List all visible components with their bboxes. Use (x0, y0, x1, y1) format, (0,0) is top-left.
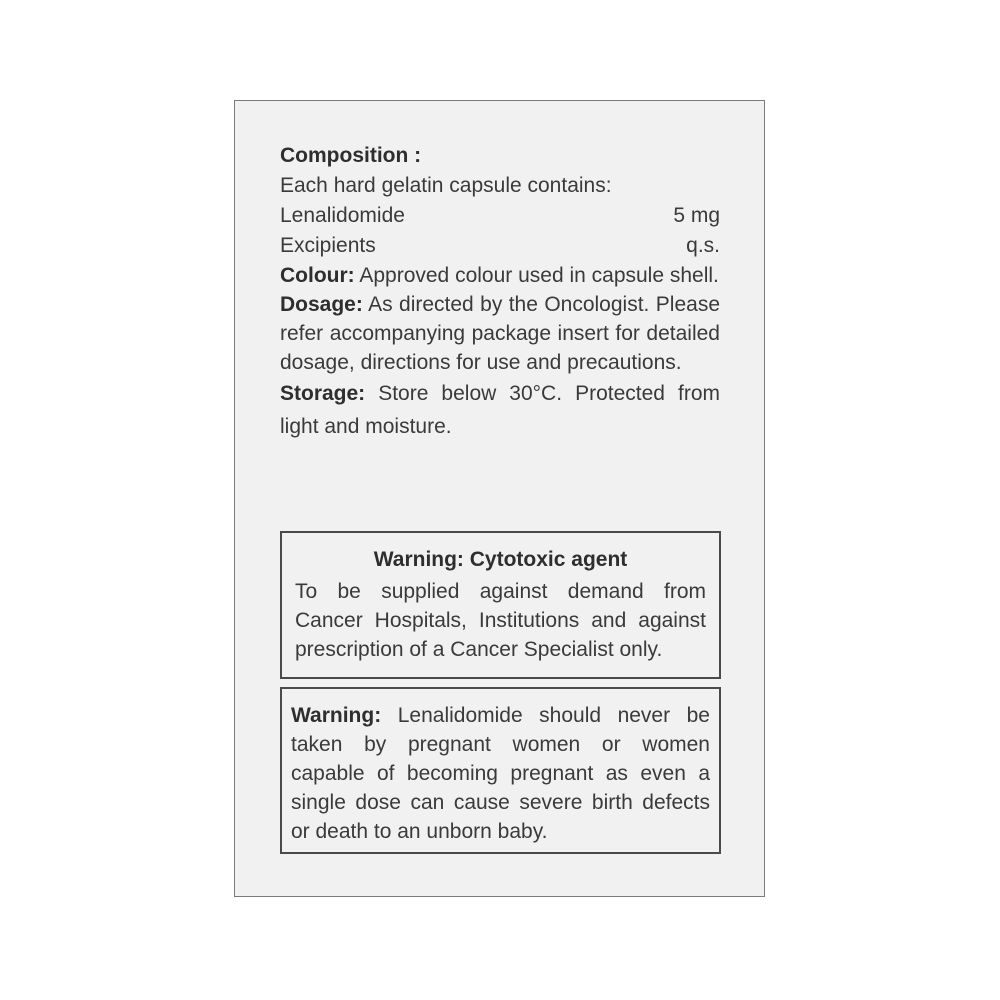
ingredient-row (280, 201, 720, 231)
pregnancy-warning-box (280, 687, 721, 854)
composition-intro: Each hard gelatin capsule contains: (280, 174, 612, 197)
composition-heading: Composition : (280, 144, 422, 167)
colour-label: Colour: (280, 264, 355, 287)
ingredient-name: Excipients (280, 234, 376, 257)
storage-paragraph (280, 377, 720, 443)
ingredient-name: Lenalidomide (280, 204, 405, 227)
dosage-text: As directed by the Oncologist. Please refer accompanying package insert for detailed dosage, directions for use and precautions. (280, 293, 720, 374)
ingredient-amount: q.s. (686, 234, 720, 257)
storage-text: Store below 30°C. Protected from light and moisture. (280, 382, 720, 438)
storage-label: Storage: (280, 382, 366, 405)
dosage-paragraph (280, 290, 720, 377)
colour-text: Approved colour used in capsule shell. (354, 264, 719, 287)
pregnancy-warning-paragraph (291, 701, 710, 846)
cytotoxic-warning-box (280, 531, 721, 679)
colour-paragraph (280, 261, 720, 290)
cytotoxic-warning-title: Warning: Cytotoxic agent (373, 548, 628, 571)
label-content (280, 141, 720, 443)
ingredient-row (280, 231, 720, 261)
cytotoxic-warning-text: To be supplied against demand from Cancer Hospitals, Institutions and against prescription of a Cancer Specialist only. (295, 580, 706, 661)
pregnancy-warning-label: Warning: (291, 704, 382, 727)
label-panel (234, 100, 765, 897)
dosage-label: Dosage: (280, 293, 363, 316)
ingredient-amount: 5 mg (673, 204, 720, 227)
pregnancy-warning-text: Lenalidomide should never be taken by pregnant women or women capable of becoming pregnant as even a single dose can cause severe birth defects or death to an unborn baby. (291, 704, 710, 843)
